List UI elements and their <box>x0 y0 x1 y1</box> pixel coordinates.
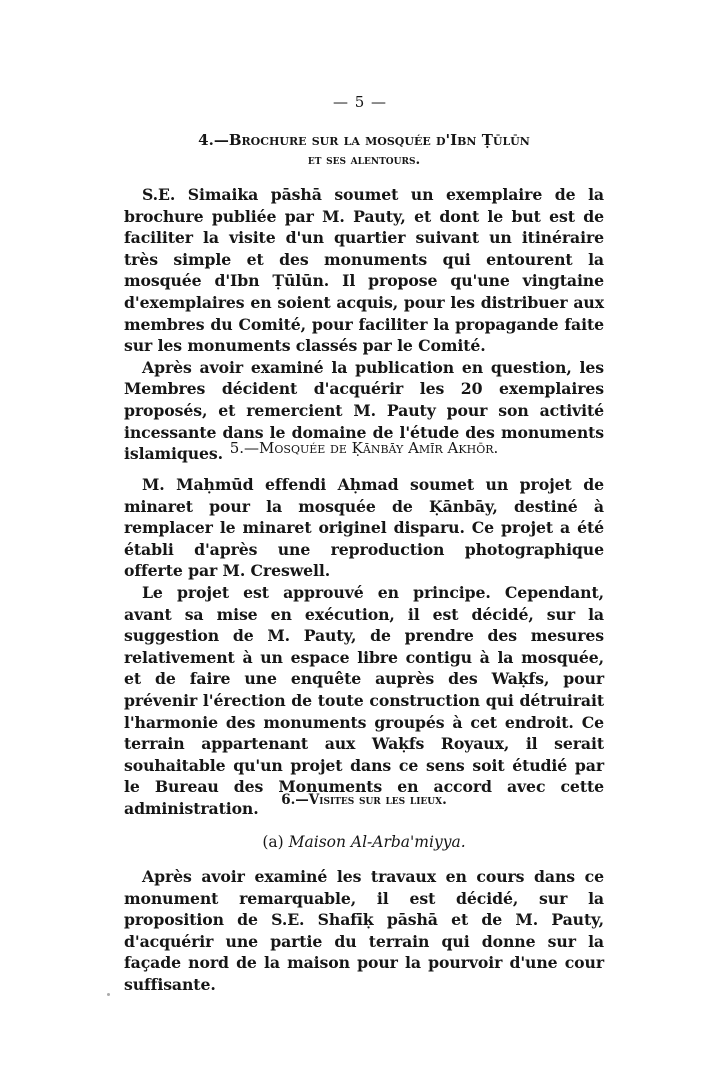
section-4-heading: 4.—Brochure sur la mosquée d'Ibn Ṭūlūn <box>198 131 530 149</box>
paragraph: S.E. Simaika pāshā soumet un exemplaire de la brochure publiée par M. Pauty, et dont le but est de faciliter la visite d'un quartier suivant un itinéraire très simple et des monuments qui entourent la mosquée d'Ibn Ṭūlūn. Il propose qu'une vingtaine d'exemplaires en soient acquis, pour les distribuer aux membres du Comité, pour faciliter la propagande faite sur les monuments classés par le Comité. <box>124 185 604 356</box>
subheading-label: (a) <box>262 833 284 851</box>
subheading-title: Maison Al-Arba'miyya. <box>288 833 466 851</box>
paragraph: M. Maḥmūd effendi Aḥmad soumet un projet de minaret pour la mosquée de Ḳānbāy, destiné à remplacer le minaret originel disparu. Ce projet a été établi d'après une reproduction photographique offerte par M. Creswell. <box>124 475 604 581</box>
section-4 <box>124 130 604 465</box>
page-number: — 5 — <box>332 93 388 111</box>
section-6-subheading <box>124 832 604 852</box>
paragraph: Le projet est approuvé en principe. Cependant, avant sa mise en exécution, il est décidé, sur la suggestion de M. Pauty, de prendre des mesures relativement à un espace libre contigu à la mosquée, et de faire une enquête auprès des Waḳfs, pour prévenir l'érection de toute construction qui détruirait l'harmonie des monuments groupés à cet endroit. Ce terrain appartenant aux Waḳfs Royaux, il serait souhaitable qu'un projet dans ce sens soit étudié par le Bureau des Monuments en accord avec cette administration. <box>124 582 604 818</box>
section-6-heading: 6.—Visites sur les lieux. <box>281 792 447 808</box>
paper-speck <box>107 993 110 996</box>
paragraph: Après avoir examiné la publication en question, les Membres décident d'acquérir les 20 exemplaires proposés, et remercient M. Pauty pour son activité incessante dans le domaine de l'étude des monuments islamiques. <box>124 357 604 464</box>
section-5-heading: 5.—Mosquée de Ḳānbāy Amīr Akhōr. <box>229 439 499 457</box>
paragraph: Après avoir examiné les travaux en cours dans ce monument remarquable, il est décidé, sur la proposition de S.E. Shafīḳ pāshā et de M. Pauty, d'acquérir une partie du terrain qui donne sur la façade nord de la maison pour la pourvoir d'une cour suffisante. <box>124 867 604 994</box>
section-5 <box>124 438 604 820</box>
section-6 <box>124 790 604 996</box>
section-5-body <box>124 474 604 820</box>
section-4-heading-line2: et ses alentours. <box>307 152 421 168</box>
section-6-body <box>124 866 604 996</box>
section-4-body <box>124 184 604 465</box>
